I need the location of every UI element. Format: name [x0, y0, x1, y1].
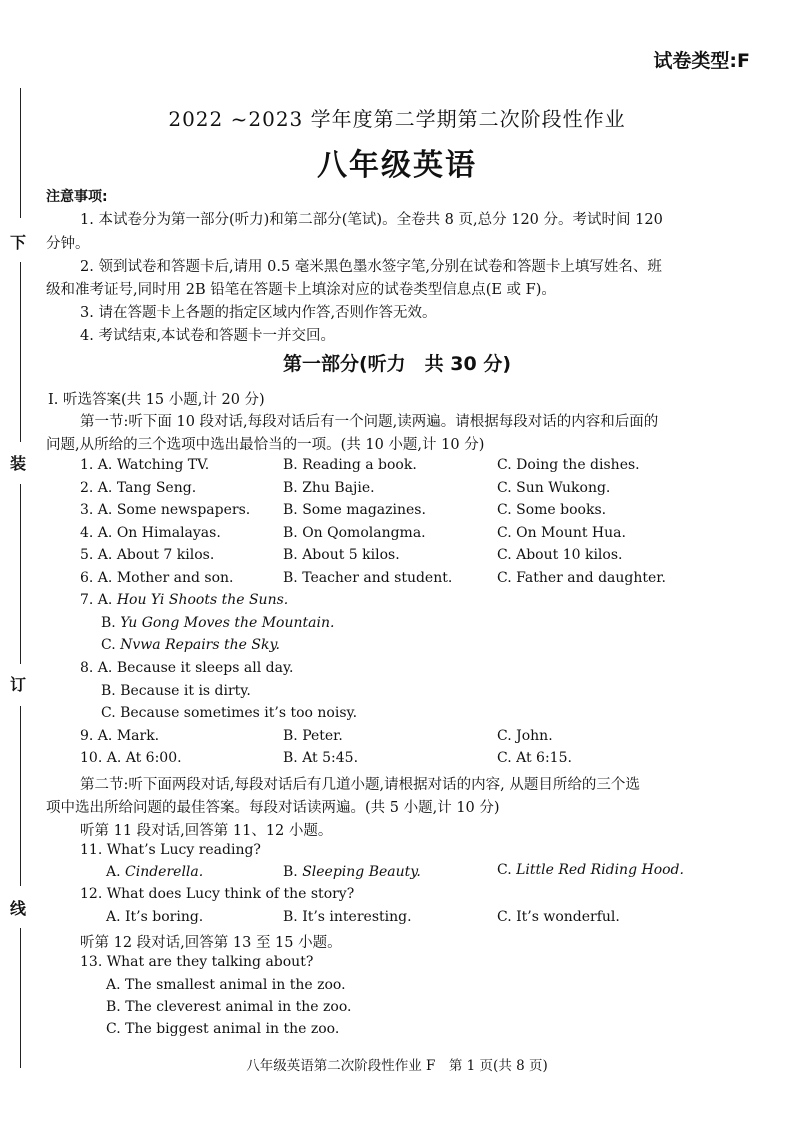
- q11-option-a: [106, 864, 203, 880]
- q7-option-b: [101, 615, 334, 631]
- q4-option-b: B. On Qomolangma.: [283, 525, 426, 541]
- notes-heading: 注意事项:: [46, 189, 108, 205]
- subsection2-instruction: 第二节:听下面两段对话,每段对话后有几道小题,请根据对话的内容, 从题目所给的三个选: [80, 777, 640, 793]
- q7-option-c: [101, 637, 280, 653]
- q1-option-a: 1. A. Watching TV.: [80, 457, 210, 473]
- q5-option-c: C. About 10 kilos.: [497, 547, 623, 563]
- q6-option-b: B. Teacher and student.: [283, 570, 453, 586]
- binding-char-xia: 下: [10, 233, 27, 252]
- note-item-2-cont: 级和准考证号,同时用 2B 铅笔在答题卡上填涂对应的试卷类型信息点(E 或 F)。: [46, 282, 556, 298]
- binding-line: [20, 928, 21, 1068]
- q3-option-b: B. Some magazines.: [283, 502, 426, 518]
- q12-option-a: A. It’s boring.: [106, 909, 204, 925]
- section1-heading: Ⅰ. 听选答案(共 15 小题,计 20 分): [48, 392, 265, 408]
- q11-option-a-text: Cinderella.: [125, 864, 204, 880]
- note-item-1: 1. 本试卷分为第一部分(听力)和第二部分(笔试)。全卷共 8 页,总分 120 分。考试时间 120: [80, 212, 663, 228]
- q13-option-a: A. The smallest animal in the zoo.: [106, 977, 346, 993]
- binding-line: [20, 706, 21, 886]
- q11-option-c-text: Little Red Riding Hood.: [516, 862, 684, 878]
- paper-type-label: 试卷类型:F: [653, 50, 750, 72]
- part1-title: 第一部分(听力 共 30 分): [282, 353, 512, 375]
- q2-option-b: B. Zhu Bajie.: [283, 480, 375, 496]
- q2-option-a: 2. A. Tang Seng.: [80, 480, 197, 496]
- binding-char-ding: 订: [10, 675, 27, 694]
- q9-option-b: B. Peter.: [283, 728, 343, 744]
- q11-option-c: [497, 862, 684, 878]
- subsection1-instruction-cont: 问题,从所给的三个选项中选出最恰当的一项。(共 10 小题,计 10 分): [46, 437, 485, 453]
- q7-number: 7. A.: [80, 592, 113, 608]
- q4-option-c: C. On Mount Hua.: [497, 525, 626, 541]
- q5-option-a: 5. A. About 7 kilos.: [80, 547, 215, 563]
- q6-option-a: 6. A. Mother and son.: [80, 570, 234, 586]
- q2-option-c: C. Sun Wukong.: [497, 480, 611, 496]
- note-item-2: 2. 领到试卷和答题卡后,请用 0.5 毫米黑色墨水签字笔,分别在试卷和答题卡上填写姓名、班: [80, 259, 662, 275]
- q8-option-a: 8. A. Because it sleeps all day.: [80, 660, 294, 676]
- q12-question: 12. What does Lucy think of the story?: [80, 886, 355, 902]
- q10-option-a: 10. A. At 6:00.: [80, 750, 182, 766]
- q12-option-c: C. It’s wonderful.: [497, 909, 620, 925]
- q11-option-b: [283, 864, 421, 880]
- q13-option-c: C. The biggest animal in the zoo.: [106, 1021, 340, 1037]
- q13-question: 13. What are they talking about?: [80, 954, 314, 970]
- q8-option-c: C. Because sometimes it’s too noisy.: [101, 705, 358, 721]
- page-footer: 八年级英语第二次阶段性作业 F 第 1 页(共 8 页): [246, 1058, 548, 1074]
- q3-option-a: 3. A. Some newspapers.: [80, 502, 251, 518]
- q7-option-c-text: Nvwa Repairs the Sky.: [120, 637, 280, 653]
- q6-option-c: C. Father and daughter.: [497, 570, 666, 586]
- note-item-3: 3. 请在答题卡上各题的指定区域内作答,否则作答无效。: [80, 305, 437, 321]
- dialogue11-intro: 听第 11 段对话,回答第 11、12 小题。: [80, 823, 333, 839]
- note-item-4: 4. 考试结束,本试卷和答题卡一并交回。: [80, 328, 336, 344]
- q11-option-a-letter: A.: [106, 864, 121, 880]
- q10-option-c: C. At 6:15.: [497, 750, 572, 766]
- q11-option-b-letter: B.: [283, 864, 298, 880]
- q4-option-a: 4. A. On Himalayas.: [80, 525, 221, 541]
- subsection2-instruction-cont: 项中选出所给问题的最佳答案。每段对话读两遍。(共 5 小题,计 10 分): [46, 800, 500, 816]
- q11-question: 11. What’s Lucy reading?: [80, 842, 261, 858]
- q8-option-b: B. Because it is dirty.: [101, 683, 251, 699]
- q7-option-b-text: Yu Gong Moves the Mountain.: [120, 615, 335, 631]
- q1-option-b: B. Reading a book.: [283, 457, 417, 473]
- binding-line: [20, 88, 21, 218]
- q11-option-b-text: Sleeping Beauty.: [302, 864, 421, 880]
- q7-option-a-text: Hou Yi Shoots the Suns.: [116, 592, 289, 608]
- subsection1-instruction: 第一节:听下面 10 段对话,每段对话后有一个问题,读两遍。请根据每段对话的内容和后面的: [80, 414, 659, 430]
- q7-option-b-letter: B.: [101, 615, 116, 631]
- q1-option-c: C. Doing the dishes.: [497, 457, 640, 473]
- binding-char-zhuang: 装: [10, 454, 27, 473]
- q12-option-b: B. It’s interesting.: [283, 909, 412, 925]
- q13-option-b: B. The cleverest animal in the zoo.: [106, 999, 352, 1015]
- binding-line: [20, 484, 21, 664]
- dialogue12-intro: 听第 12 段对话,回答第 13 至 15 小题。: [80, 935, 342, 951]
- binding-char-xian: 线: [10, 899, 27, 918]
- note-item-1-cont: 分钟。: [46, 236, 90, 252]
- exam-title: 2022 ~2023 学年度第二学期第二次阶段性作业: [168, 107, 626, 131]
- q11-option-c-letter: C.: [497, 862, 512, 878]
- q10-option-b: B. At 5:45.: [283, 750, 359, 766]
- q9-option-c: C. John.: [497, 728, 553, 744]
- subject-title: 八年级英语: [317, 148, 477, 183]
- q5-option-b: B. About 5 kilos.: [283, 547, 400, 563]
- q7-option-c-letter: C.: [101, 637, 116, 653]
- q9-option-a: 9. A. Mark.: [80, 728, 160, 744]
- q7-option-a: [80, 592, 288, 608]
- q3-option-c: C. Some books.: [497, 502, 607, 518]
